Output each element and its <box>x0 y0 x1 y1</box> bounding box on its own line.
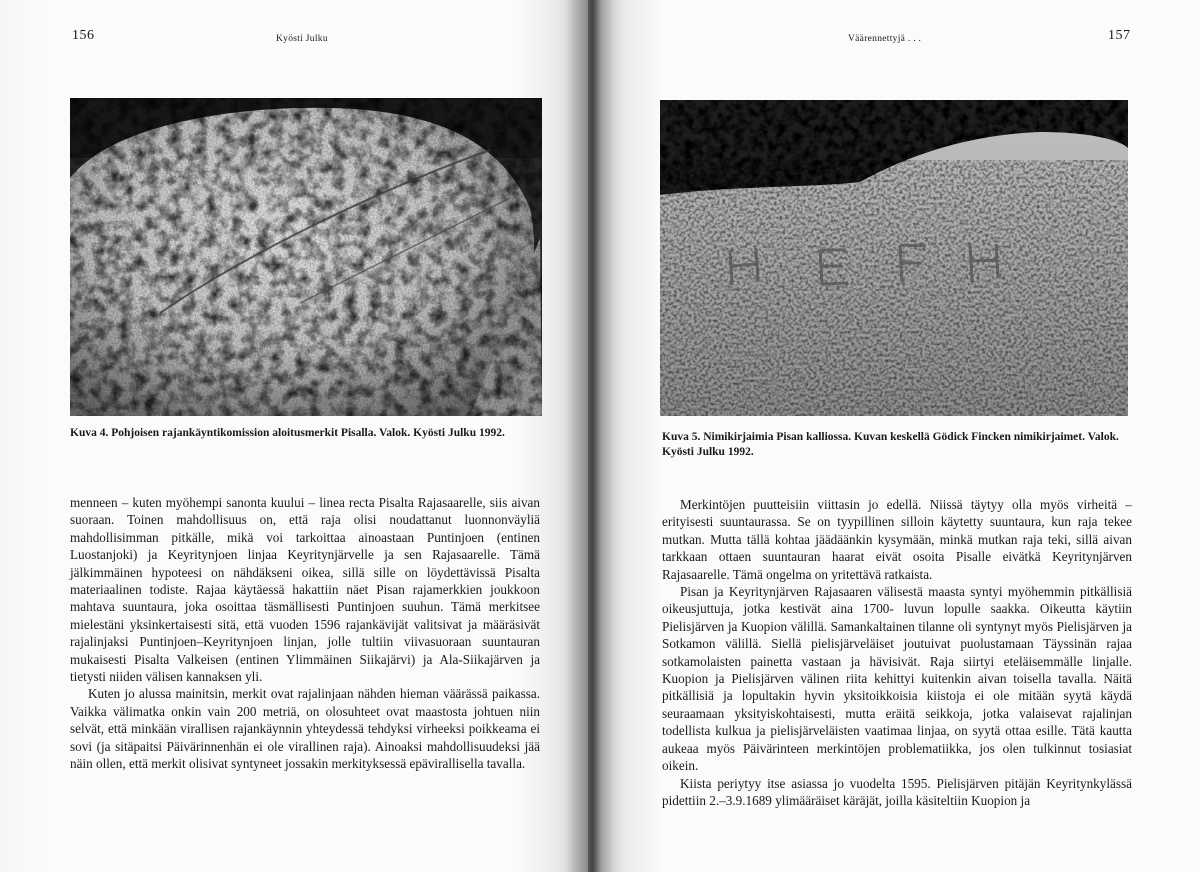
paragraph: Kuten jo alussa mainitsin, merkit ovat rajalinjaan nähden hieman väärässä paikassa. Vaikka välimatka onkin vain 200 metriä, on olosuhteet ovat maastosta johtuen niin selvät, että minkään virallisen rajankäynnin yhteydessä tehdyksi virheeksi poikkeama ei sovi (ja sitäpaitsi Päivärinnenhän ei ole virallinen raja). Ainoaksi mahdollisuudeksi jää näin ollen, että merkit olisivat syntyneet jossakin merkityksessä epävirallisella tavalla. <box>70 686 540 772</box>
running-head: Väärennettyjä . . . <box>848 34 922 44</box>
paragraph: Pisan ja Keyritynjärven Rajasaaren välisestä maasta syntyi myöhemmin pitkällisiä oikeusjuttuja, jotka kestivät aina 1700- luvun lopulle saakka. Oikeutta käytiin Pielisjärven ja Kuopion välillä. Samankaltainen tilanne oli syntynyt myös Pielisjärven ja Sotkamon välillä. Siellä pielisjärveläiset joutuivat puolustamaan Täyssinän rajaa sotkamolaisten painetta vastaan ja hävisivät. Raja siirtyi eteläisemmälle linjalle. Kuopion ja Pielisjärven välinen riita kehittyi kuitenkin aivan toisella tavalla. Näitä pitkällisiä ja lopultakin hyvin yksitoikkoisia kiistoja ei ole mitään syytä käydä seuraamaan yksityiskohtaisesti, mutta eräitä seikkoja, jotka valaisevat rajalinjan todellista kulkua ja pielisjärveläisten vaatimaa linjaa, on syytä ottaa esille. Tätä kautta aukeaa myös Päivärinteen merkintöjen problematiikka, jos olen tulkinnut tosiasiat oikein. <box>662 584 1132 774</box>
paragraph: menneen – kuten myöhempi sanonta kuului – linea recta Pisalta Rajasaarelle, siis aivan suoraan. Toinen mahdollisuus on, että raja olisi noudattanut luonnonväyliä mahdollisimman pitkälle, mikä voi tarkoittaa ainoastaan Puntinjoen (entinen Luostanjoki) ja Keyritynjoen linjaa Keyritynjärvelle ja sen Rajasaarelle. Tämä jälkimmäinen hypoteesi on nähdäkseni oikea, sillä sille on löydettävissä Pisalta materiaalinen todiste. Rajaa käytäessä hakattiin näet Pisan rajamerkkien joukkoon mahtava suuntaura, joka osoittaa täsmällisesti Puntinjoen suuhun. Tämä merkitsee mielestäni yksinkertaisesti sitä, että vuoden 1596 rajankävijät valitsivat ja määräsivät rajalinjaksi Puntinjoen–Keyritynjoen linjan, jolle tultiin viivasuoraan suuntauran mukaisesti Pisalta Valkeisen (entinen Ylimmäinen Siikajärvi) ja Ala-Siikajärven ja tietysti niiden välisen kannaksen yli. <box>70 495 540 685</box>
page-number: 157 <box>1108 28 1131 43</box>
running-head: Kyösti Julku <box>276 34 328 44</box>
right-page <box>588 0 1200 872</box>
photo-carved-initials <box>660 100 1128 416</box>
body-text <box>662 496 1132 809</box>
photo-boulder-marks <box>70 98 542 416</box>
body-text <box>70 494 540 773</box>
figure-caption: Kuva 5. Nimikirjaimia Pisan kalliossa. Kuvan keskellä Gödick Fincken nimikirjaimet. Valok. Kyösti Julku 1992. <box>662 431 1119 458</box>
paragraph: Kiista periytyy itse asiassa jo vuodelta 1595. Pielisjärven pitäjän Keyritynkylässä pidettiin 2.–3.9.1689 ylimääräiset käräjät, joilla käsiteltiin Kuopion ja <box>662 775 1132 808</box>
paragraph: Merkintöjen puutteisiin viittasin jo edellä. Niissä täytyy olla myös virheitä – erityisesti suuntaurassa. Se on tyypillinen silloin käytetty suuntaura, kun raja tekee mutkan. Mutta tällä kohtaa jäädäänkin kysymään, minkä mutkan raja teki, sillä aivan tarkkaan ottaen suuntauran haarat eivät osoita Pisalle eivätkä Keyritynjärven Rajasaarelle. Tämä ongelma on yritettävä ratkaista. <box>662 497 1132 582</box>
book-gutter <box>566 0 614 872</box>
figure-caption: Kuva 4. Pohjoisen rajankäyntikomission aloitusmerkit Pisalla. Valok. Kyösti Julku 1992. <box>70 427 505 439</box>
page-number: 156 <box>72 28 95 43</box>
left-page <box>0 0 588 872</box>
